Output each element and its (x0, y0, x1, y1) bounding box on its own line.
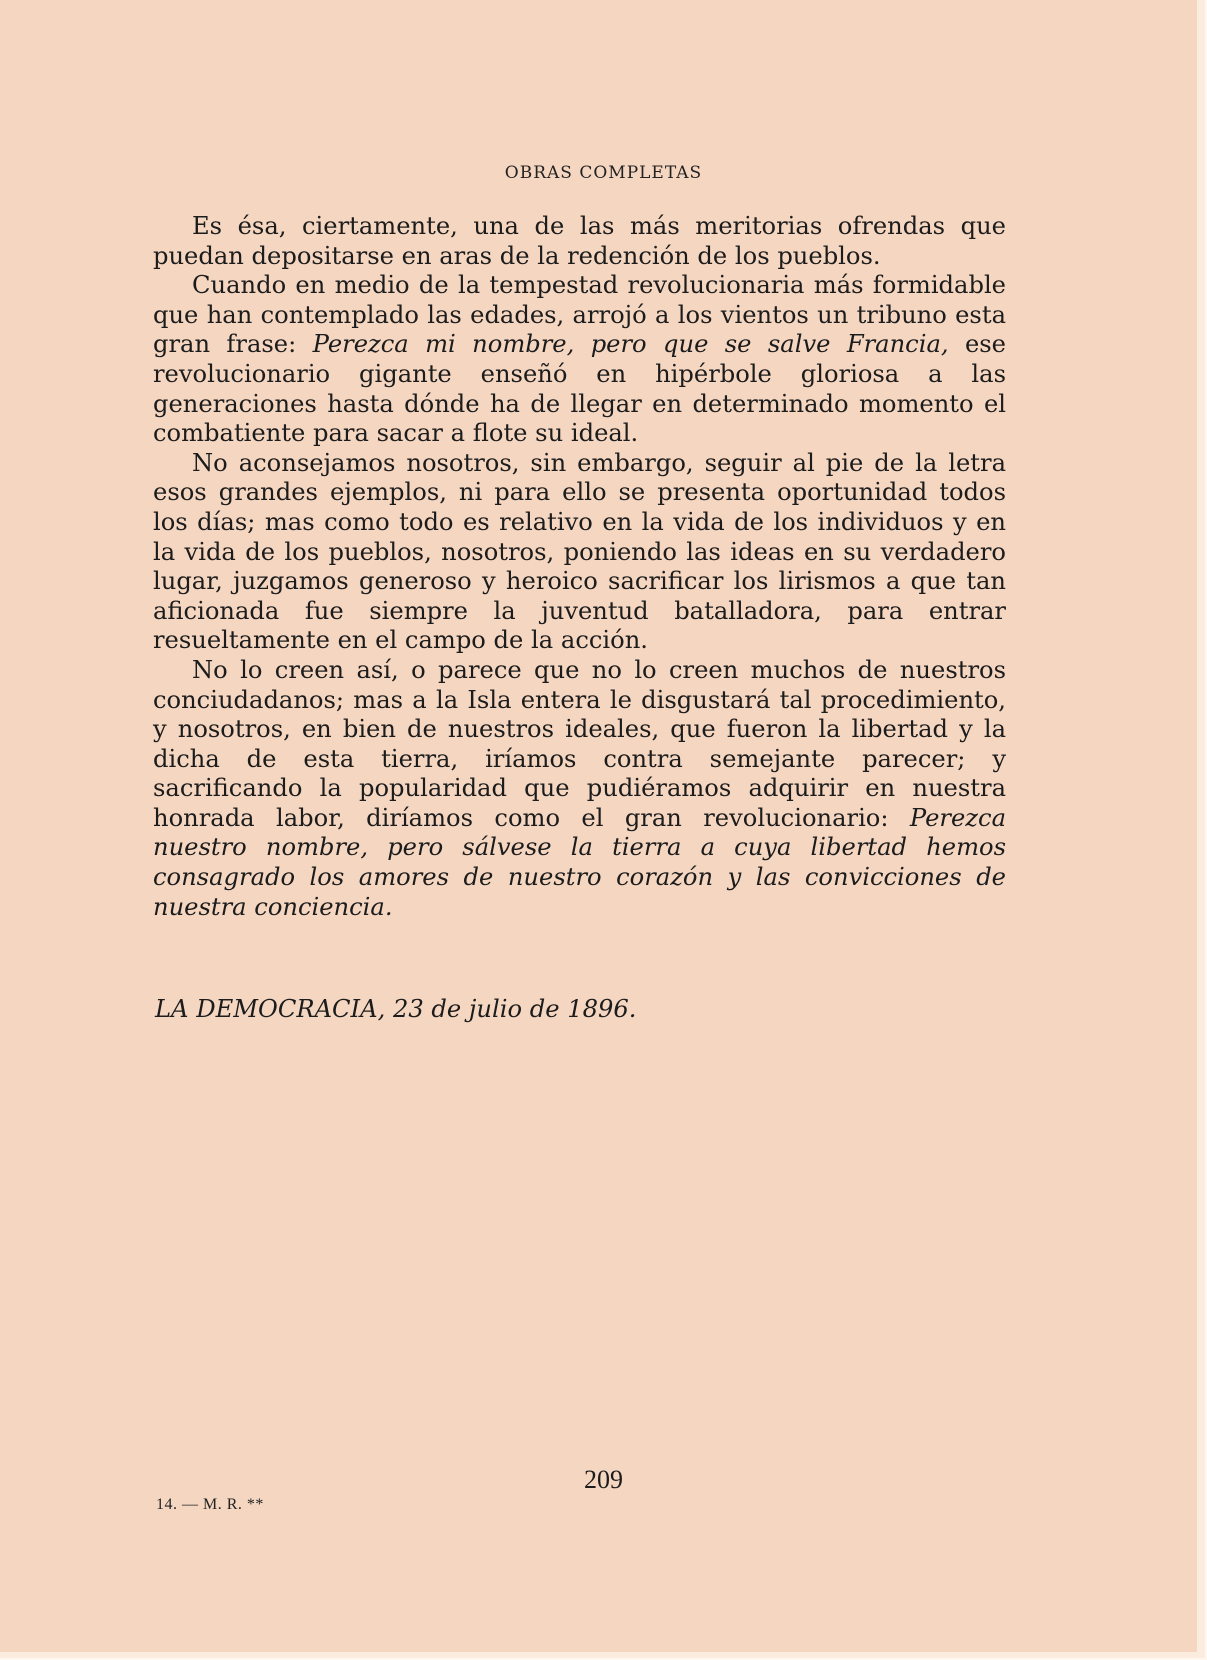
paragraph-1-text: Es ésa, ciertamente, una de las más meritorias ofrendas que puedan depositarse en aras de la redención de los pueblos. (153, 212, 1006, 270)
paragraph-1 (153, 212, 1006, 271)
paragraph-2-quote: Perezca mi nombre, pero que se salve Francia, (312, 330, 949, 359)
paragraph-3-text: No aconsejamos nosotros, sin embargo, seguir al pie de la letra esos grandes ejemplos, ni para ello se presenta oportunidad todos los días; mas como todo es relativo en la vida de los individuos y en la vida de los pueblos, nosotros, poniendo las ideas en su verdadero lugar, juzgamos generoso y heroico sacrificar los lirismos a que tan aficionada fue siempre la juventud batalladora, para entrar resueltamente en el campo de la acción. (153, 448, 1006, 655)
paragraph-3 (153, 449, 1006, 656)
article-body (153, 212, 1006, 922)
paragraph-4-text-before: No lo creen así, o parece que no lo creen muchos de nuestros conciudadanos; mas a la Isla entera le disgustará tal procedimiento, y nosotros, en bien de nuestros ideales, que fueron la libertad y la dicha de esta tierra, iríamos contra semejante parecer; y sacrificando la popularidad que pudiéramos adquirir en nuestra honrada labor, diríamos como el gran revolucionario: (153, 655, 1006, 832)
paragraph-2-text-after: ese revolucionario gigante enseñó en hipérbole gloriosa a las generaciones hasta dónde ha de llegar en determinado momento el combatiente para sacar a flote su ideal. (153, 330, 1006, 448)
paragraph-4-quote: Perezca nuestro nombre, pero sálvese la tierra a cuya libertad hemos consagrado los amores de nuestro corazón y las convicciones de nuestra conciencia. (153, 803, 1006, 921)
source-line: LA DEMOCRACIA, 23 de julio de 1896. (155, 995, 637, 1023)
paragraph-2-text-before: Cuando en medio de la tempestad revolucionaria más formidable que han contemplado las edades, arrojó a los vientos un tribuno esta gran frase: (153, 271, 1006, 359)
page-number: 209 (584, 1465, 623, 1494)
running-head: OBRAS COMPLETAS (504, 163, 703, 183)
paragraph-4 (153, 656, 1006, 922)
signature-mark: 14. — M. R. ** (156, 1496, 264, 1513)
paragraph-2 (153, 271, 1006, 449)
